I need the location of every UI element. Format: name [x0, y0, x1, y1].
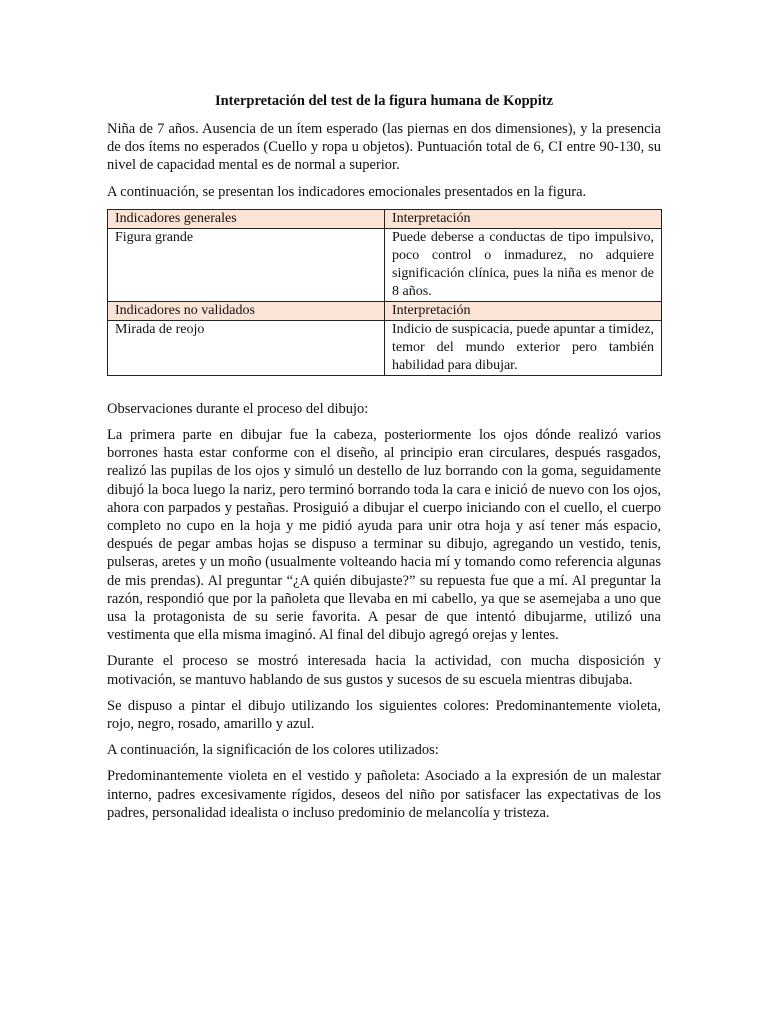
violet-paragraph: Predominantemente violeta en el vestido y pañoleta: Asociado a la expresión de un malestar interno, padres excesivamente rígidos, deseos del niño por satisfacer las expectativas de los padres, personalidad idealista o incluso predominio de melancolía y tristeza.: [107, 768, 661, 821]
table-cell: Figura grande: [108, 228, 385, 301]
table-header-cell: Indicadores generales: [108, 209, 385, 228]
table-header-row: [108, 209, 662, 228]
table-header-cell: Interpretación: [385, 301, 662, 320]
observations-heading: Observaciones durante el proceso del dibujo:: [107, 400, 369, 417]
table-header-cell: Indicadores no validados: [108, 301, 385, 320]
colors-paragraph: Se dispuso a pintar el dibujo utilizando los siguientes colores: Predominantemente violeta, rojo, negro, rosado, amarillo y azul.: [107, 697, 661, 733]
table-header-cell: Interpretación: [385, 209, 662, 228]
table-row: [108, 320, 662, 375]
intro-paragraph: Niña de 7 años. Ausencia de un ítem esperado (las piernas en dos dimensiones), y la presencia de dos ítems no esperados (Cuello y ropa u objetos). Puntuación total de 6, CI entre 90-130, su nivel de capacidad mental es de normal a superior.: [107, 121, 661, 174]
emotional-indicators-table: [107, 209, 662, 376]
colors-heading: A continuación, la significación de los colores utilizados:: [107, 742, 439, 759]
process-paragraph: Durante el proceso se mostró interesada hacia la actividad, con mucha disposición y motivación, se mantuvo hablando de sus gustos y sucesos de su escuela mientras dibujaba.: [107, 653, 661, 688]
table-cell: Mirada de reojo: [108, 320, 385, 375]
observations-paragraph: La primera parte en dibujar fue la cabeza, posteriormente los ojos dónde realizó varios borrones hasta estar conforme con el diseño, al principio eran circulares, después rasgados, realizó las pupilas de los ojos y simuló un destello de luz borrando con la goma, seguidamente dibujó la boca luego la nariz, pero terminó borrando toda la cara e inició de nuevo con los ojos, ahora con parpados y pestañas. Prosiguió a dibujar el cuerpo iniciando con el cuello, el cuerpo completo no cupo en la hoja y me pidió ayuda para unir otra hoja y así tener más espacio, después de pegar ambas hojas se dispuso a terminar su dibujo, agregando un vestido, tenis, pulseras, aretes y un moño (usualmente volteando hacia mí y tomando como referencia algunas de mis prendas). Al preguntar “¿A quién dibujaste?” su repuesta fue que a mí. Al preguntar la razón, respondió que por la pañoleta que llevaba en mi cabello, ya que se asemejaba a uno que usa la protagonista de su serie favorita. A pesar de que intentó dibujarme, utilizó una vestimenta que ella misma imaginó. Al final del dibujo agregó orejas y lentes.: [107, 427, 661, 644]
table-cell: Indicio de suspicacia, puede apuntar a timidez, temor del mundo exterior pero también habilidad para dibujar.: [385, 320, 662, 375]
document-title: Interpretación del test de la figura humana de Koppitz: [214, 93, 554, 109]
table-intro-paragraph: A continuación, se presentan los indicadores emocionales presentados en la figura.: [107, 183, 587, 200]
table-header-row: [108, 301, 662, 320]
document-page: [107, 92, 661, 830]
table-row: [108, 228, 662, 301]
table-cell: Puede deberse a conductas de tipo impulsivo, poco control o inmadurez, no adquiere significación clínica, pues la niña es menor de 8 años.: [385, 228, 662, 301]
